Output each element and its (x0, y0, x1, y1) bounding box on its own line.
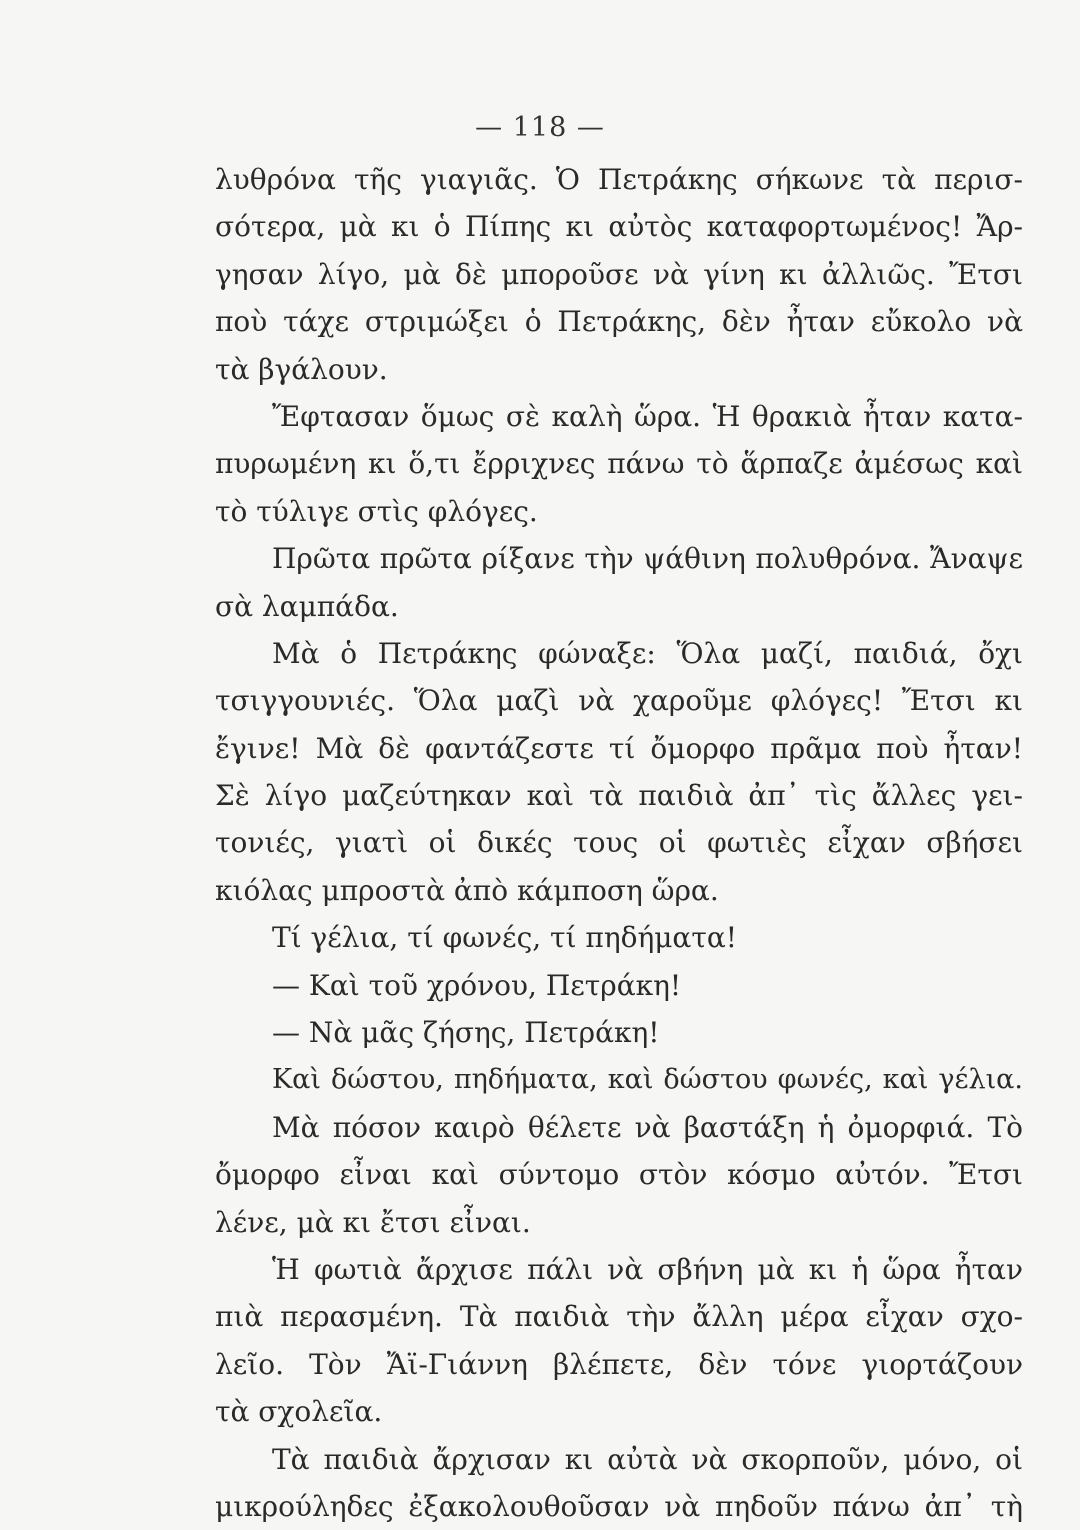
text-line: Πρῶτα πρῶτα ρίξανε τὴν ψάθινη πολυθρόνα. Ἄναψε (272, 542, 1023, 576)
text-line: κιόλας μπροστὰ ἀπὸ κάμποση ὥρα. (215, 873, 719, 907)
text-line: — Νὰ μᾶς ζήσης, Πετράκη! (272, 1016, 660, 1050)
text-line: σότερα, μὰ κι ὁ Πίπης κι αὐτὸς καταφορτωμένος! Ἄρ- (215, 210, 1023, 244)
body-text (215, 156, 1023, 1530)
text-line: ἔγινε! Μὰ δὲ φαντάζεστε τί ὄμορφο πρᾶμα ποὺ ἦταν! (215, 731, 1023, 765)
text-line: ποὺ τάχε στριμώξει ὁ Πετράκης, δὲν ἦταν εὔκολο νὰ (215, 305, 1023, 339)
text-line: Καὶ δώστου, πηδήματα, καὶ δώστου φωνές, καὶ γέλια. (272, 1064, 1023, 1096)
text-line: πυρωμένη κι ὅ,τι ἔρριχνες πάνω τὸ ἅρπαζε ἀμέσως καὶ (215, 447, 1023, 481)
text-line: πιὰ περασμένη. Τὰ παιδιὰ τὴν ἄλλη μέρα εἶχαν σχο- (215, 1300, 1023, 1334)
text-line: Σὲ λίγο μαζεύτηκαν καὶ τὰ παιδιὰ ἀπ᾽ τὶς ἄλλες γει- (215, 779, 1023, 813)
text-line: Τὰ παιδιὰ ἄρχισαν κι αὐτὰ νὰ σκορποῦν, μόνο, οἱ (272, 1442, 1023, 1476)
text-line: Τί γέλια, τί φωνές, τί πηδήματα! (272, 921, 737, 955)
text-line: σὰ λαμπάδα. (215, 589, 399, 623)
text-line: Ἡ φωτιὰ ἄρχισε πάλι νὰ σβήνη μὰ κι ἡ ὥρα ἦταν (272, 1252, 1023, 1286)
text-line: λυθρόνα τῆς γιαγιᾶς. Ὁ Πετράκης σήκωνε τὰ περισ- (215, 163, 1023, 196)
text-line: τὸ τύλιγε στὶς φλόγες. (215, 494, 538, 528)
text-line: Ἔφτασαν ὅμως σὲ καλὴ ὥρα. Ἡ θρακιὰ ἦταν κατα- (272, 399, 1023, 433)
page-number: — 118 — (475, 112, 605, 143)
text-line: τὰ σχολεῖα. (215, 1395, 383, 1429)
text-line: τονιές, γιατὶ οἱ δικές τους οἱ φωτιὲς εἶχαν σβήσει (215, 826, 1023, 860)
text-line: Μὰ ὁ Πετράκης φώναξε: Ὅλα μαζί, παιδιά, ὄχι (272, 636, 1023, 670)
text-line: τσιγγουνιές. Ὅλα μαζὶ νὰ χαροῦμε φλόγες! Ἔτσι κι (215, 684, 1023, 718)
text-line: γησαν λίγο, μὰ δὲ μποροῦσε νὰ γίνη κι ἀλλιῶς. Ἔτσι (215, 257, 1023, 291)
text-line: μικρούληδες ἐξακολουθοῦσαν νὰ πηδοῦν πάνω ἀπ᾽ τὴ (215, 1489, 1023, 1523)
text-line: τὰ βγάλουν. (215, 352, 388, 386)
text-line: λένε, μὰ κι ἔτσι εἶναι. (215, 1205, 531, 1239)
text-line: Μὰ πόσον καιρὸ θέλετε νὰ βαστάξη ἡ ὀμορφιά. Τὸ (272, 1110, 1023, 1144)
text-line: — Καὶ τοῦ χρόνου, Πετράκη! (272, 968, 682, 1002)
text-line: λεῖο. Τὸν Ἄϊ-Γιάννη βλέπετε, δὲν τόνε γιορτάζουν (215, 1347, 1023, 1381)
text-line: ὄμορφο εἶναι καὶ σύντομο στὸν κόσμο αὐτόν. Ἔτσι (215, 1158, 1023, 1192)
